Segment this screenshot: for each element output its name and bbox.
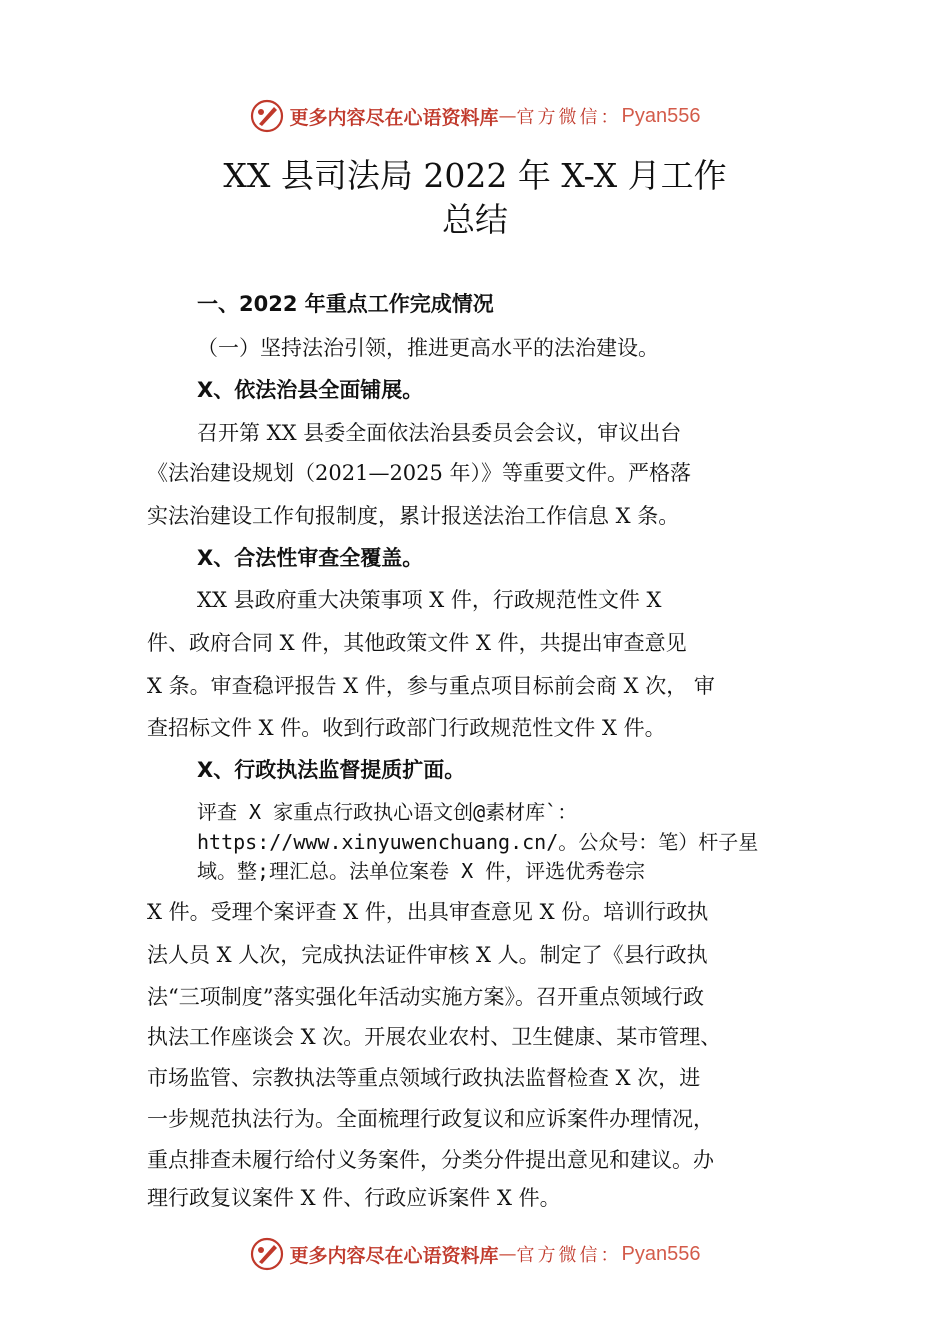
paragraph-line: 召开第 XX 县委全面依法治县委员会会议，审议出台 xyxy=(197,421,682,445)
paragraph-line: 域。整;理汇总。法单位案卷 X 件，评选优秀卷宗 xyxy=(197,859,646,883)
pen-circle-logo-icon xyxy=(250,1237,284,1271)
paragraph-line: 查招标文件 X 件。收到行政部门行政规范性文件 X 件。 xyxy=(147,716,666,740)
banner-wechat-label: 官方微信： xyxy=(516,107,622,128)
paragraph-line: X 件。受理个案评查 X 件，出具审查意见 X 份。培训行政执 xyxy=(147,900,709,924)
paragraph-line: 实法治建设工作旬报制度，累计报送法治工作信息 X 条。 xyxy=(147,504,680,528)
item-title: X、依法治县全面铺展。 xyxy=(197,378,424,402)
item-title: X、行政执法监督提质扩面。 xyxy=(197,758,466,782)
banner-wechat-label: 官方微信： xyxy=(516,1245,622,1266)
banner-wechat-id: Pyan556 xyxy=(621,1242,701,1265)
item-title: X、合法性审查全覆盖。 xyxy=(197,546,424,570)
paragraph-line: 法人员 X 人次，完成执法证件审核 X 人。制定了《县行政执 xyxy=(147,943,708,967)
paragraph-line: 理行政复议案件 X 件、行政应诉案件 X 件。 xyxy=(147,1186,561,1210)
subsection-heading: （一）坚持法治引领，推进更高水平的法治建设。 xyxy=(197,336,659,360)
pen-circle-logo-icon xyxy=(250,99,284,133)
paragraph-line: 法“三项制度”落实强化年活动实施方案》。召开重点领域行政 xyxy=(147,985,704,1009)
paragraph-line: 评查 X 家重点行政执心语文创@素材库`： xyxy=(197,800,578,824)
banner-separator: — xyxy=(498,105,517,127)
banner-separator: — xyxy=(498,1243,517,1265)
paragraph-line: 市场监管、宗教执法等重点领域行政执法监督检查 X 次，进 xyxy=(147,1066,701,1090)
banner-wechat-id: Pyan556 xyxy=(621,104,701,127)
top-banner xyxy=(0,96,950,136)
banner-brand-text: 更多内容尽在心语资料库 xyxy=(289,106,499,129)
paragraph-line: 一步规范执法行为。全面梳理行政复议和应诉案件办理情况， xyxy=(147,1107,714,1131)
banner-brand-text: 更多内容尽在心语资料库 xyxy=(289,1244,499,1267)
paragraph-line: 执法工作座谈会 X 次。开展农业农村、卫生健康、某市管理、 xyxy=(147,1025,722,1049)
paragraph-line: XX 县政府重大决策事项 X 件，行政规范性文件 X xyxy=(197,588,662,612)
paragraph-line: 件、政府合同 X 件，其他政策文件 X 件，共提出审查意见 xyxy=(147,631,687,655)
paragraph-line: https://www.xinyuwenchuang.cn/。公众号：笔）杆子星 xyxy=(197,830,759,854)
section-heading: 一、2022 年重点工作完成情况 xyxy=(197,292,494,316)
paragraph-line: X 条。审查稳评报告 X 件，参与重点项目标前会商 X 次， 审 xyxy=(147,674,715,698)
bottom-banner xyxy=(0,1234,950,1274)
paragraph-line: 重点排查未履行给付义务案件，分类分件提出意见和建议。办 xyxy=(147,1148,714,1172)
paragraph-line: 《法治建设规划（2021—2025 年）》等重要文件。严格落 xyxy=(147,461,692,485)
document-title-line2: 总结 xyxy=(442,200,508,239)
document-title-line1: XX 县司法局 2022 年 X-X 月工作 xyxy=(223,156,727,195)
